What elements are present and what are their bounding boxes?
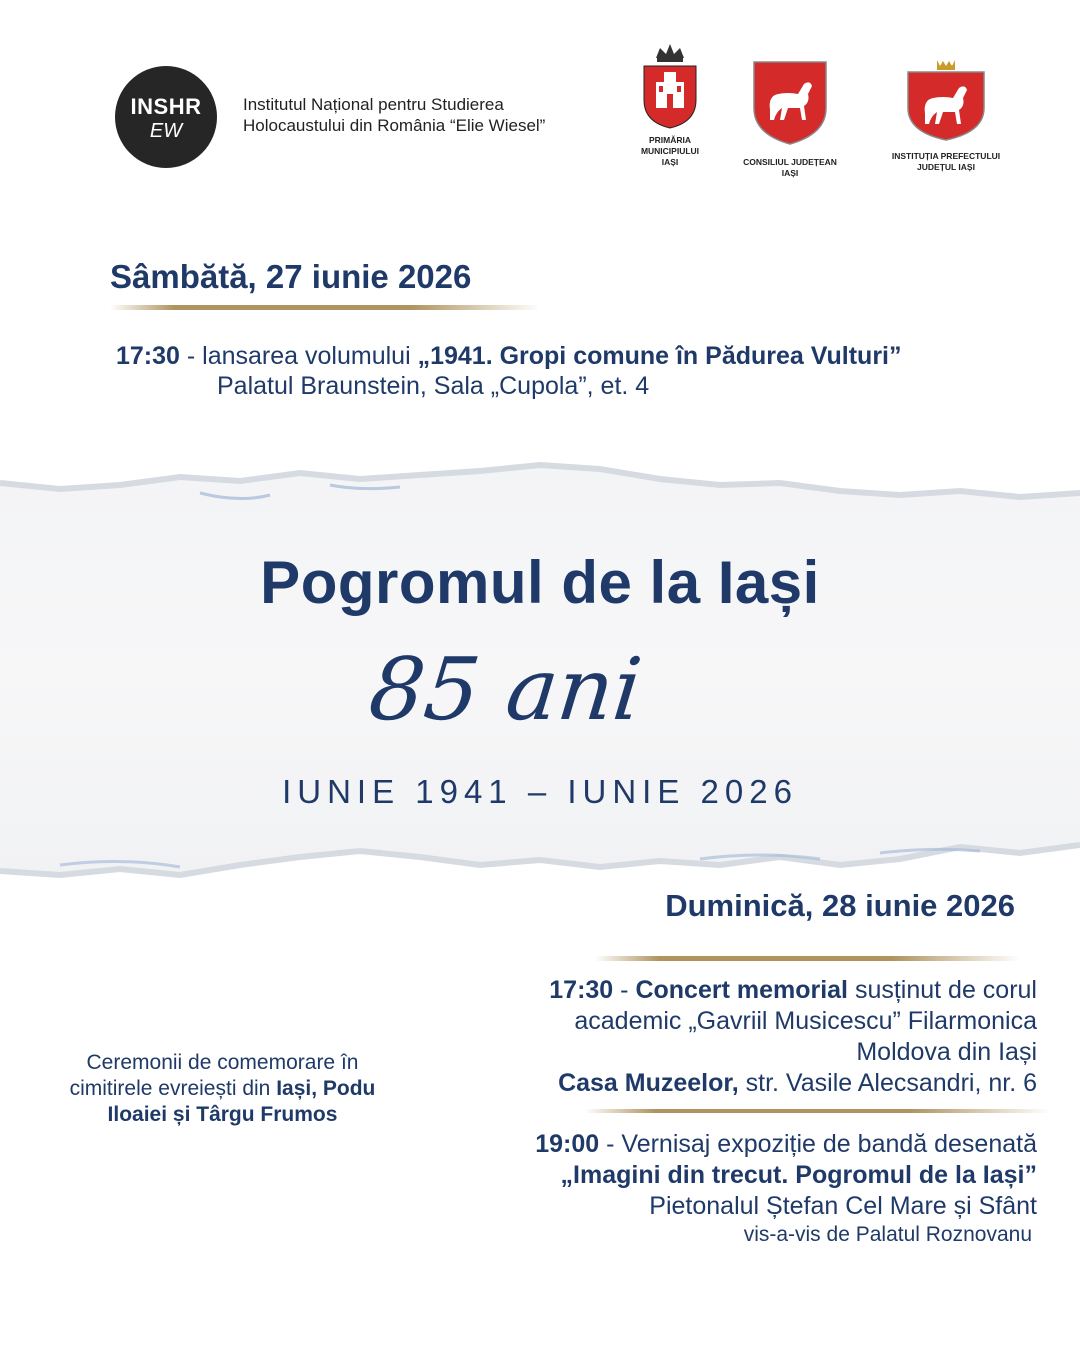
concert-sep: - <box>613 976 636 1004</box>
institute-name <box>243 94 603 136</box>
city-hall-crest-icon <box>630 38 710 130</box>
concert-desc-line2: academic „Gavriil Musicescu” Filarmonica <box>574 1007 1037 1035</box>
concert-address: str. Vasile Alecsandri, nr. 6 <box>738 1069 1037 1097</box>
event-time: 17:30 <box>116 342 180 370</box>
crest-caption-line: JUDEȚUL IAȘI <box>917 162 975 172</box>
sunday-divider <box>595 956 1020 961</box>
vernissage-location: Pietonalul Ștefan Cel Mare și Sfânt <box>649 1192 1037 1220</box>
concert-venue: Casa Muzeelor, <box>558 1069 739 1097</box>
concert-time: 17:30 <box>549 976 614 1004</box>
crest-caption <box>883 151 1009 173</box>
logo-line1: INSHR <box>130 94 202 119</box>
ceremony-line2: cimitirele evreiești din <box>69 1077 277 1100</box>
county-council-crest-icon <box>738 58 842 146</box>
saturday-event <box>116 340 902 372</box>
saturday-heading: Sâmbătă, 27 iunie 2026 <box>110 258 472 295</box>
event-title: Pogromul de la Iași <box>260 549 820 616</box>
concert-divider <box>585 1109 1050 1113</box>
crest-caption-line: MUNICIPIULUI <box>640 146 700 156</box>
vernissage-title: „Imagini din trecut. Pogromul de la Iași” <box>560 1161 1037 1189</box>
vernissage-detail: vis-a-vis de Palatul Roznovanu <box>743 1223 1032 1246</box>
vernissage-time: 19:00 <box>535 1130 600 1158</box>
ceremony-places-line3: Iloaiei și Târgu Frumos <box>107 1103 338 1126</box>
crest-caption-line: IAȘI <box>781 168 799 178</box>
concert-name: Concert memorial <box>635 976 848 1004</box>
city-hall-crest <box>630 38 710 168</box>
crest-caption-line: IAȘI <box>661 157 679 167</box>
inshr-logo <box>115 66 217 168</box>
crest-caption-line: CONSILIUL JUDEȚEAN <box>743 157 837 167</box>
concert-desc: susținut de corul <box>848 976 1037 1004</box>
date-range: IUNIE 1941 – IUNIE 2026 <box>282 773 798 810</box>
logo-line2: EW <box>149 120 183 142</box>
crest-caption <box>738 157 842 179</box>
concert-event <box>549 975 1037 1099</box>
sunday-heading: Duminică, 28 iunie 2026 <box>665 888 1015 923</box>
saturday-location: Palatul Braunstein, Sala „Cupola”, et. 4 <box>217 372 650 400</box>
crest-caption <box>630 135 710 168</box>
book-title: „1941. Gropi comune în Pădurea Vulturi” <box>417 342 902 370</box>
ceremony-note <box>40 1050 405 1128</box>
crest-caption-line: PRIMĂRIA <box>648 135 692 145</box>
saturday-divider <box>110 305 540 310</box>
anniversary-years: 85 ani <box>364 640 647 740</box>
institute-line2: Holocaustului din România “Elie Wiesel” <box>243 116 546 135</box>
vernissage-event <box>535 1129 1037 1222</box>
prefecture-crest <box>883 58 1009 173</box>
ceremony-line1: Ceremonii de comemorare în <box>86 1051 359 1074</box>
vernissage-desc: - Vernisaj expoziție de bandă desenată <box>599 1130 1037 1158</box>
prefecture-crest-icon <box>883 58 1009 142</box>
ceremony-places: Iași, Podu <box>276 1077 376 1100</box>
crest-caption-line: INSTITUȚIA PREFECTULUI <box>891 151 1001 161</box>
event-desc: - lansarea volumului <box>179 342 418 370</box>
county-council-crest <box>738 58 842 179</box>
concert-desc-line3: Moldova din Iași <box>856 1038 1037 1066</box>
institute-line1: Institutul Național pentru Studierea <box>243 95 504 114</box>
